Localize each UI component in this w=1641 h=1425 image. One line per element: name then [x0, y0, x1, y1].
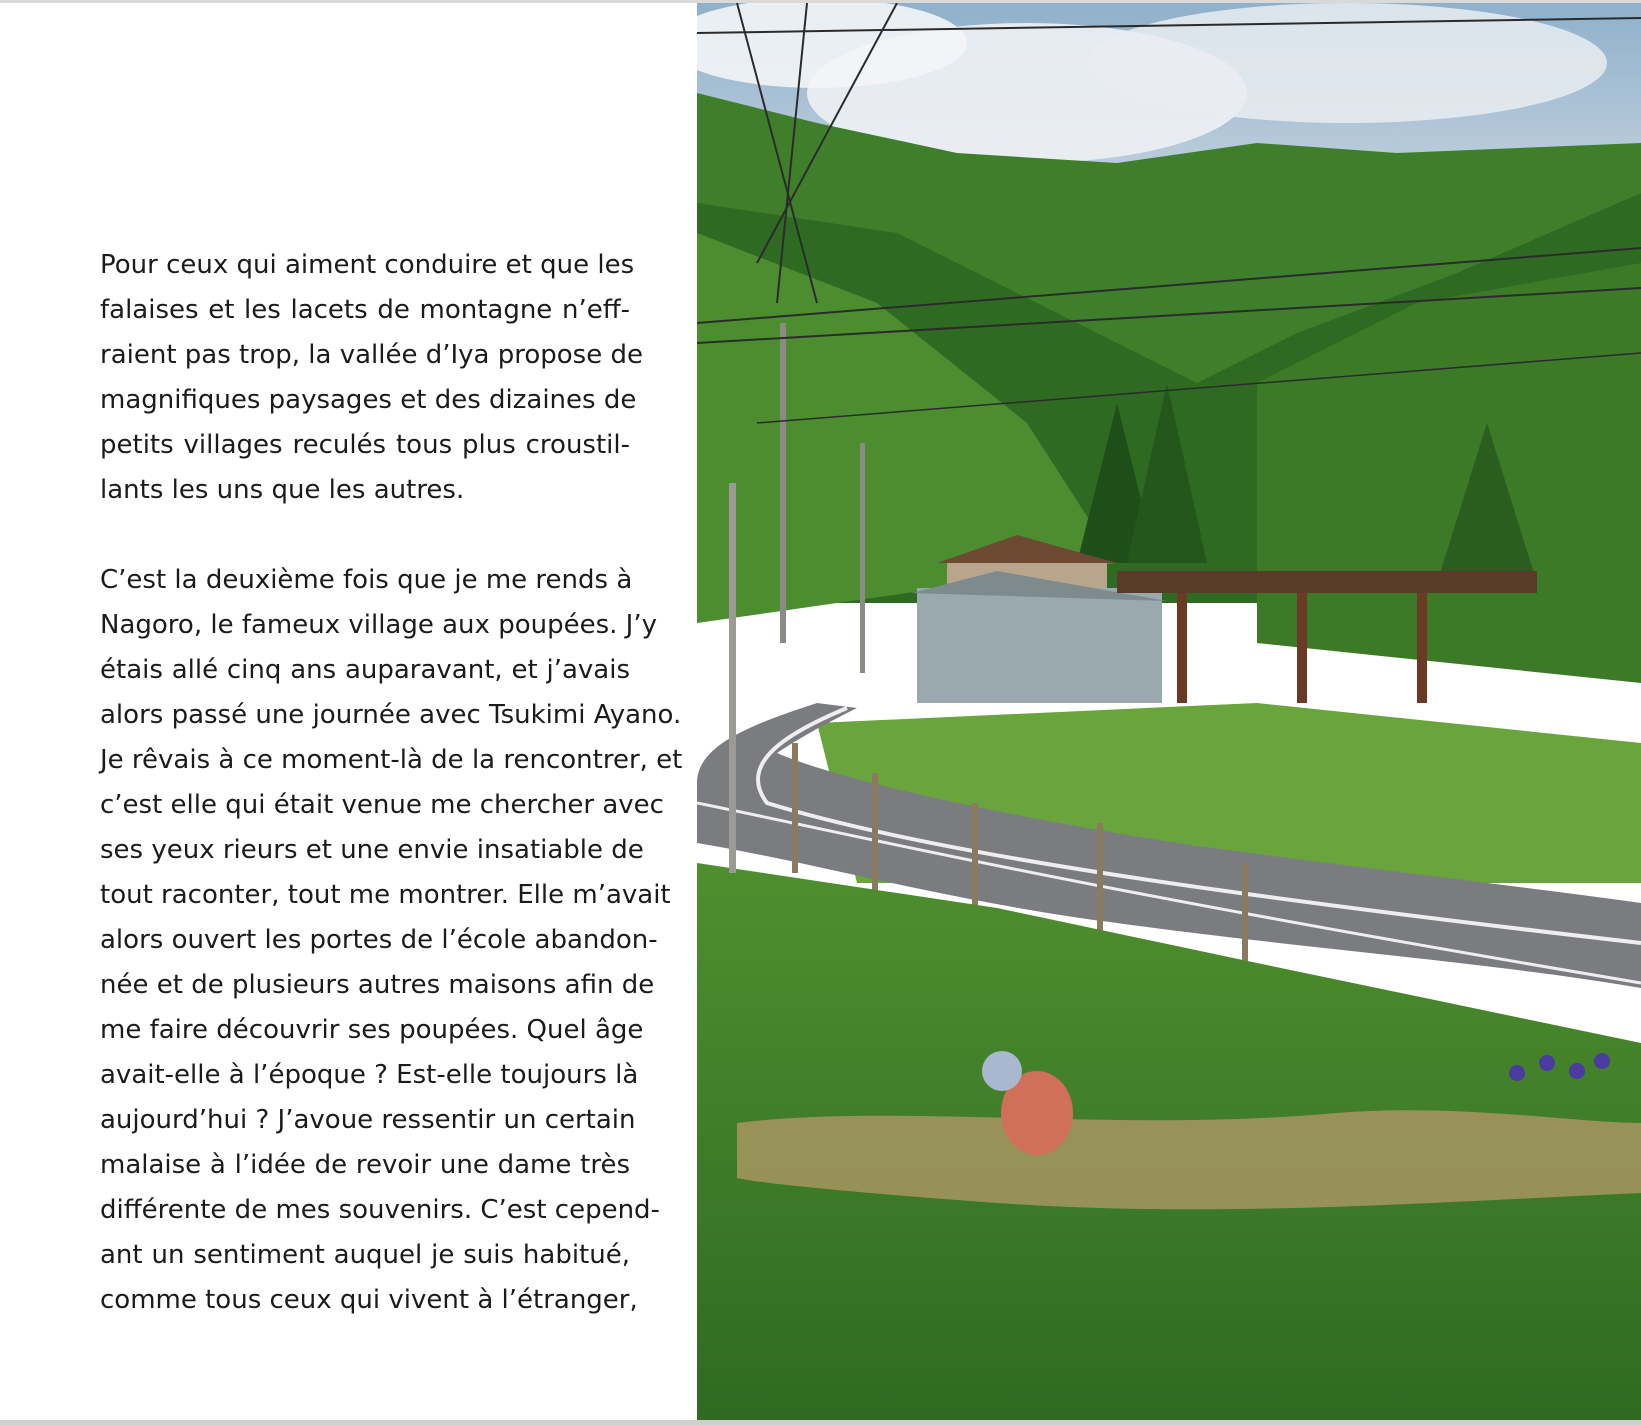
- utility-pole: [780, 323, 786, 643]
- page-bottom-edge: [0, 1420, 1641, 1425]
- text-line: Pour ceux qui aiment conduire et que les: [100, 250, 635, 280]
- fence-post: [792, 743, 798, 873]
- paragraph-2: [100, 558, 683, 1323]
- village-photo: [697, 3, 1641, 1420]
- cloud: [1087, 3, 1607, 123]
- field-doll-head: [982, 1051, 1022, 1091]
- shed: [917, 588, 1162, 703]
- text-line: avait-elle à l’époque ? Est-elle toujours là: [100, 1060, 639, 1090]
- text-line: falaises et les lacets de montagne n’eff-: [100, 295, 630, 325]
- text-line: Nagoro, le fameux village aux poupées. J’y: [100, 610, 657, 640]
- text-line: alors ouvert les portes de l’école abandon-: [100, 925, 658, 955]
- paragraph-1: [100, 243, 643, 513]
- text-line: Je rêvais à ce moment-là de la rencontrer, et: [100, 745, 683, 775]
- paragraph-gap: [100, 513, 630, 558]
- text-line: me faire découvrir ses poupées. Quel âge: [100, 1015, 644, 1045]
- shelter-roof: [1117, 571, 1537, 593]
- text-line: magnifiques paysages et des dizaines de: [100, 385, 637, 415]
- utility-pole: [860, 443, 865, 673]
- text-line: ses yeux rieurs et une envie insatiable de: [100, 835, 644, 865]
- text-line: raient pas trop, la vallée d’Iya propose de: [100, 340, 643, 370]
- fence-post: [872, 773, 878, 893]
- text-line: C’est la deuxième fois que je me rends à: [100, 565, 633, 595]
- text-line: née et de plusieurs autres maisons afin de: [100, 970, 655, 1000]
- shelter-post: [1297, 593, 1307, 703]
- text-line: petits villages reculés tous plus croustil-: [100, 430, 630, 460]
- iris-flower: [1539, 1055, 1555, 1071]
- iris-flower: [1594, 1053, 1610, 1069]
- text-line: comme tous ceux qui vivent à l’étranger,: [100, 1285, 638, 1315]
- iris-flower: [1569, 1063, 1585, 1079]
- text-line: alors passé une journée avec Tsukimi Ayano.: [100, 700, 682, 730]
- text-line: différente de mes souvenirs. C’est cepend-: [100, 1195, 660, 1225]
- iris-flower: [1509, 1065, 1525, 1081]
- text-line: lants les uns que les autres.: [100, 475, 465, 505]
- utility-pole: [729, 483, 736, 873]
- text-line: étais allé cinq ans auparavant, et j’avais: [100, 655, 630, 685]
- text-line: ant un sentiment auquel je suis habitué,: [100, 1240, 630, 1270]
- text-line: aujourd’hui ? J’avoue ressentir un certain: [100, 1105, 636, 1135]
- text-line: malaise à l’idée de revoir une dame très: [100, 1150, 630, 1180]
- text-line: tout raconter, tout me montrer. Elle m’avait: [100, 880, 671, 910]
- shelter-post: [1177, 593, 1187, 703]
- fence-post: [1097, 823, 1103, 943]
- body-text: [100, 243, 683, 1323]
- text-line: c’est elle qui était venue me chercher avec: [100, 790, 664, 820]
- fence-post: [972, 803, 978, 913]
- shelter-post: [1417, 593, 1427, 703]
- book-page: [0, 3, 1641, 1420]
